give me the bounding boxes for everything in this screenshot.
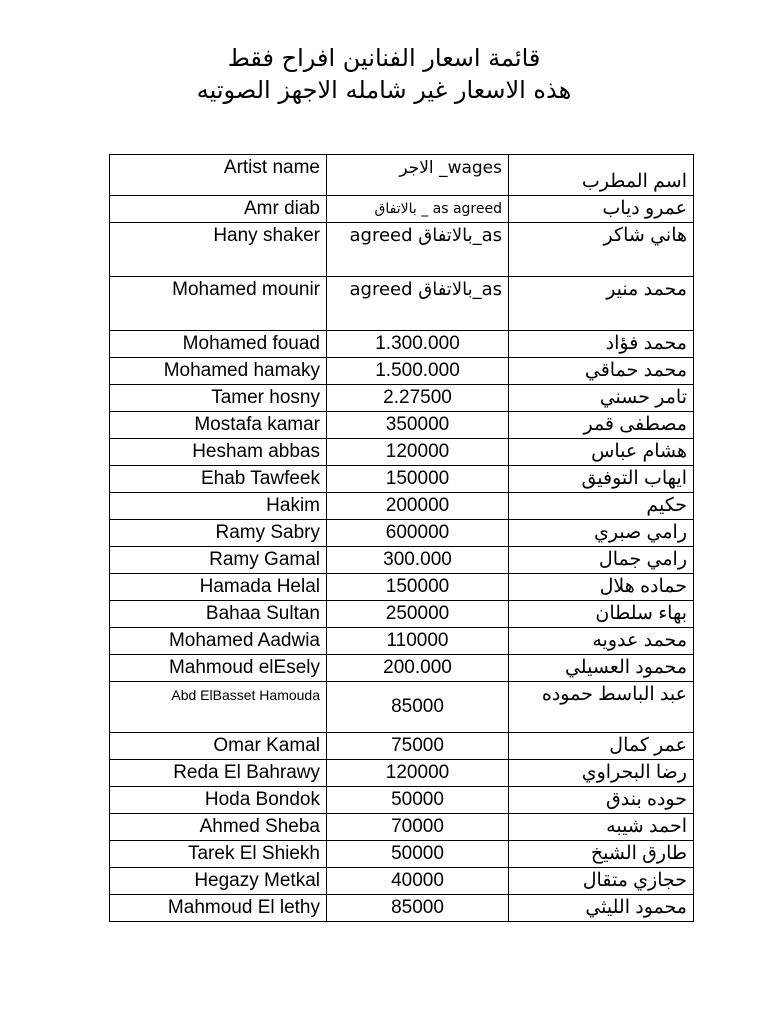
- artist-name-ar: محمد فؤاد: [509, 331, 694, 358]
- artist-name-en: Ramy Sabry: [110, 520, 327, 547]
- table-row: [110, 547, 694, 574]
- table-row: [110, 520, 694, 547]
- table-row: [110, 655, 694, 682]
- artist-name-ar: عمر كمال: [509, 733, 694, 760]
- header-wages: wages_ الاجر: [327, 155, 509, 196]
- table-row: [110, 628, 694, 655]
- artist-name-ar: مصطفى قمر: [509, 412, 694, 439]
- artist-name-en: Tarek El Shiekh: [110, 841, 327, 868]
- artist-wage: as_بالاتفاق agreed: [327, 277, 509, 331]
- artist-name-en: Hany shaker: [110, 223, 327, 277]
- artist-name-en: Mahmoud elEsely: [110, 655, 327, 682]
- artist-wage: 600000: [327, 520, 509, 547]
- artist-name-ar: رامي جمال: [509, 547, 694, 574]
- artist-name-en: Hamada Helal: [110, 574, 327, 601]
- table-row: [110, 358, 694, 385]
- artist-name-en: Hoda Bondok: [110, 787, 327, 814]
- artist-wage: 120000: [327, 439, 509, 466]
- artist-name-en: Mostafa kamar: [110, 412, 327, 439]
- artist-name-ar: عبد الباسط حموده: [509, 682, 694, 733]
- table-row: [110, 574, 694, 601]
- artist-name-ar: حكيم: [509, 493, 694, 520]
- artist-name-en: Mohamed Aadwia: [110, 628, 327, 655]
- header-artist-name-en: Artist name: [110, 155, 327, 196]
- artist-name-ar: محمد حماقي: [509, 358, 694, 385]
- artist-name-en: Mohamed fouad: [110, 331, 327, 358]
- document-title: قائمة اسعار الفنانين افراح فقط: [227, 44, 541, 72]
- table-row: [110, 277, 694, 331]
- artist-wage: 200000: [327, 493, 509, 520]
- artist-name-ar: محمود العسيلي: [509, 655, 694, 682]
- artist-name-en: Ahmed Sheba: [110, 814, 327, 841]
- table-row: [110, 868, 694, 895]
- artist-name-en: Tamer hosny: [110, 385, 327, 412]
- artist-name-ar: محمد عدويه: [509, 628, 694, 655]
- artist-wage: 150000: [327, 466, 509, 493]
- artist-name-en: Bahaa Sultan: [110, 601, 327, 628]
- table-row: [110, 601, 694, 628]
- artist-wage: 350000: [327, 412, 509, 439]
- table-row: [110, 493, 694, 520]
- artist-name-en: Abd ElBasset Hamouda: [110, 682, 327, 733]
- table-row: [110, 787, 694, 814]
- artist-name-en: Omar Kamal: [110, 733, 327, 760]
- artist-name-en: Mohamed mounir: [110, 277, 327, 331]
- header-artist-name-ar: اسم المطرب: [509, 155, 694, 196]
- artist-wage: 120000: [327, 760, 509, 787]
- artist-name-ar: رضا البحراوي: [509, 760, 694, 787]
- table-row: [110, 223, 694, 277]
- table-row: [110, 682, 694, 733]
- table-row: [110, 196, 694, 223]
- artist-name-en: Hegazy Metkal: [110, 868, 327, 895]
- table-row: [110, 814, 694, 841]
- artist-wage: 85000: [327, 895, 509, 922]
- artist-name-ar: هاني شاكر: [509, 223, 694, 277]
- artist-wage: 40000: [327, 868, 509, 895]
- artist-wage: as_بالاتفاق agreed: [327, 223, 509, 277]
- document-subtitle: هذه الاسعار غير شامله الاجهز الصوتيه: [196, 76, 572, 104]
- table-row: [110, 385, 694, 412]
- artist-name-en: Ramy Gamal: [110, 547, 327, 574]
- artist-wage: 110000: [327, 628, 509, 655]
- artist-name-ar: حوده بندق: [509, 787, 694, 814]
- artist-wage: 70000: [327, 814, 509, 841]
- artist-name-ar: طارق الشيخ: [509, 841, 694, 868]
- artist-wage: 50000: [327, 787, 509, 814]
- artist-name-ar: حماده هلال: [509, 574, 694, 601]
- artist-wage: 1.500.000: [327, 358, 509, 385]
- artist-prices-table: [109, 154, 694, 922]
- artist-name-en: Amr diab: [110, 196, 327, 223]
- artist-name-ar: محمود الليثي: [509, 895, 694, 922]
- table-row: [110, 895, 694, 922]
- artist-wage: 250000: [327, 601, 509, 628]
- artist-wage: 300.000: [327, 547, 509, 574]
- table-row: [110, 466, 694, 493]
- table-row: [110, 760, 694, 787]
- artist-name-ar: رامي صبري: [509, 520, 694, 547]
- artist-name-ar: بهاء سلطان: [509, 601, 694, 628]
- artist-wage: 75000: [327, 733, 509, 760]
- artist-name-en: Mohamed hamaky: [110, 358, 327, 385]
- artist-name-ar: ايهاب التوفيق: [509, 466, 694, 493]
- table-row: [110, 331, 694, 358]
- table-row: [110, 841, 694, 868]
- artist-name-ar: عمرو دياب: [509, 196, 694, 223]
- artist-wage: 2.27500: [327, 385, 509, 412]
- artist-wage: as agreed _ بالاتفاق: [327, 196, 509, 223]
- artist-name-ar: احمد شيبه: [509, 814, 694, 841]
- artist-wage: 200.000: [327, 655, 509, 682]
- artist-wage: 50000: [327, 841, 509, 868]
- artist-wage: 1.300.000: [327, 331, 509, 358]
- table-row: [110, 733, 694, 760]
- artist-name-ar: هشام عباس: [509, 439, 694, 466]
- artist-name-en: Reda El Bahrawy: [110, 760, 327, 787]
- table-row: [110, 412, 694, 439]
- artist-name-en: Hesham abbas: [110, 439, 327, 466]
- artist-name-ar: حجازي متقال: [509, 868, 694, 895]
- table-row: [110, 439, 694, 466]
- table-header-row: [110, 155, 694, 196]
- artist-wage: 85000: [327, 682, 509, 733]
- artist-name-en: Hakim: [110, 493, 327, 520]
- artist-name-ar: تامر حسني: [509, 385, 694, 412]
- artist-name-ar: محمد منير: [509, 277, 694, 331]
- artist-name-en: Mahmoud El lethy: [110, 895, 327, 922]
- artist-name-en: Ehab Tawfeek: [110, 466, 327, 493]
- artist-wage: 150000: [327, 574, 509, 601]
